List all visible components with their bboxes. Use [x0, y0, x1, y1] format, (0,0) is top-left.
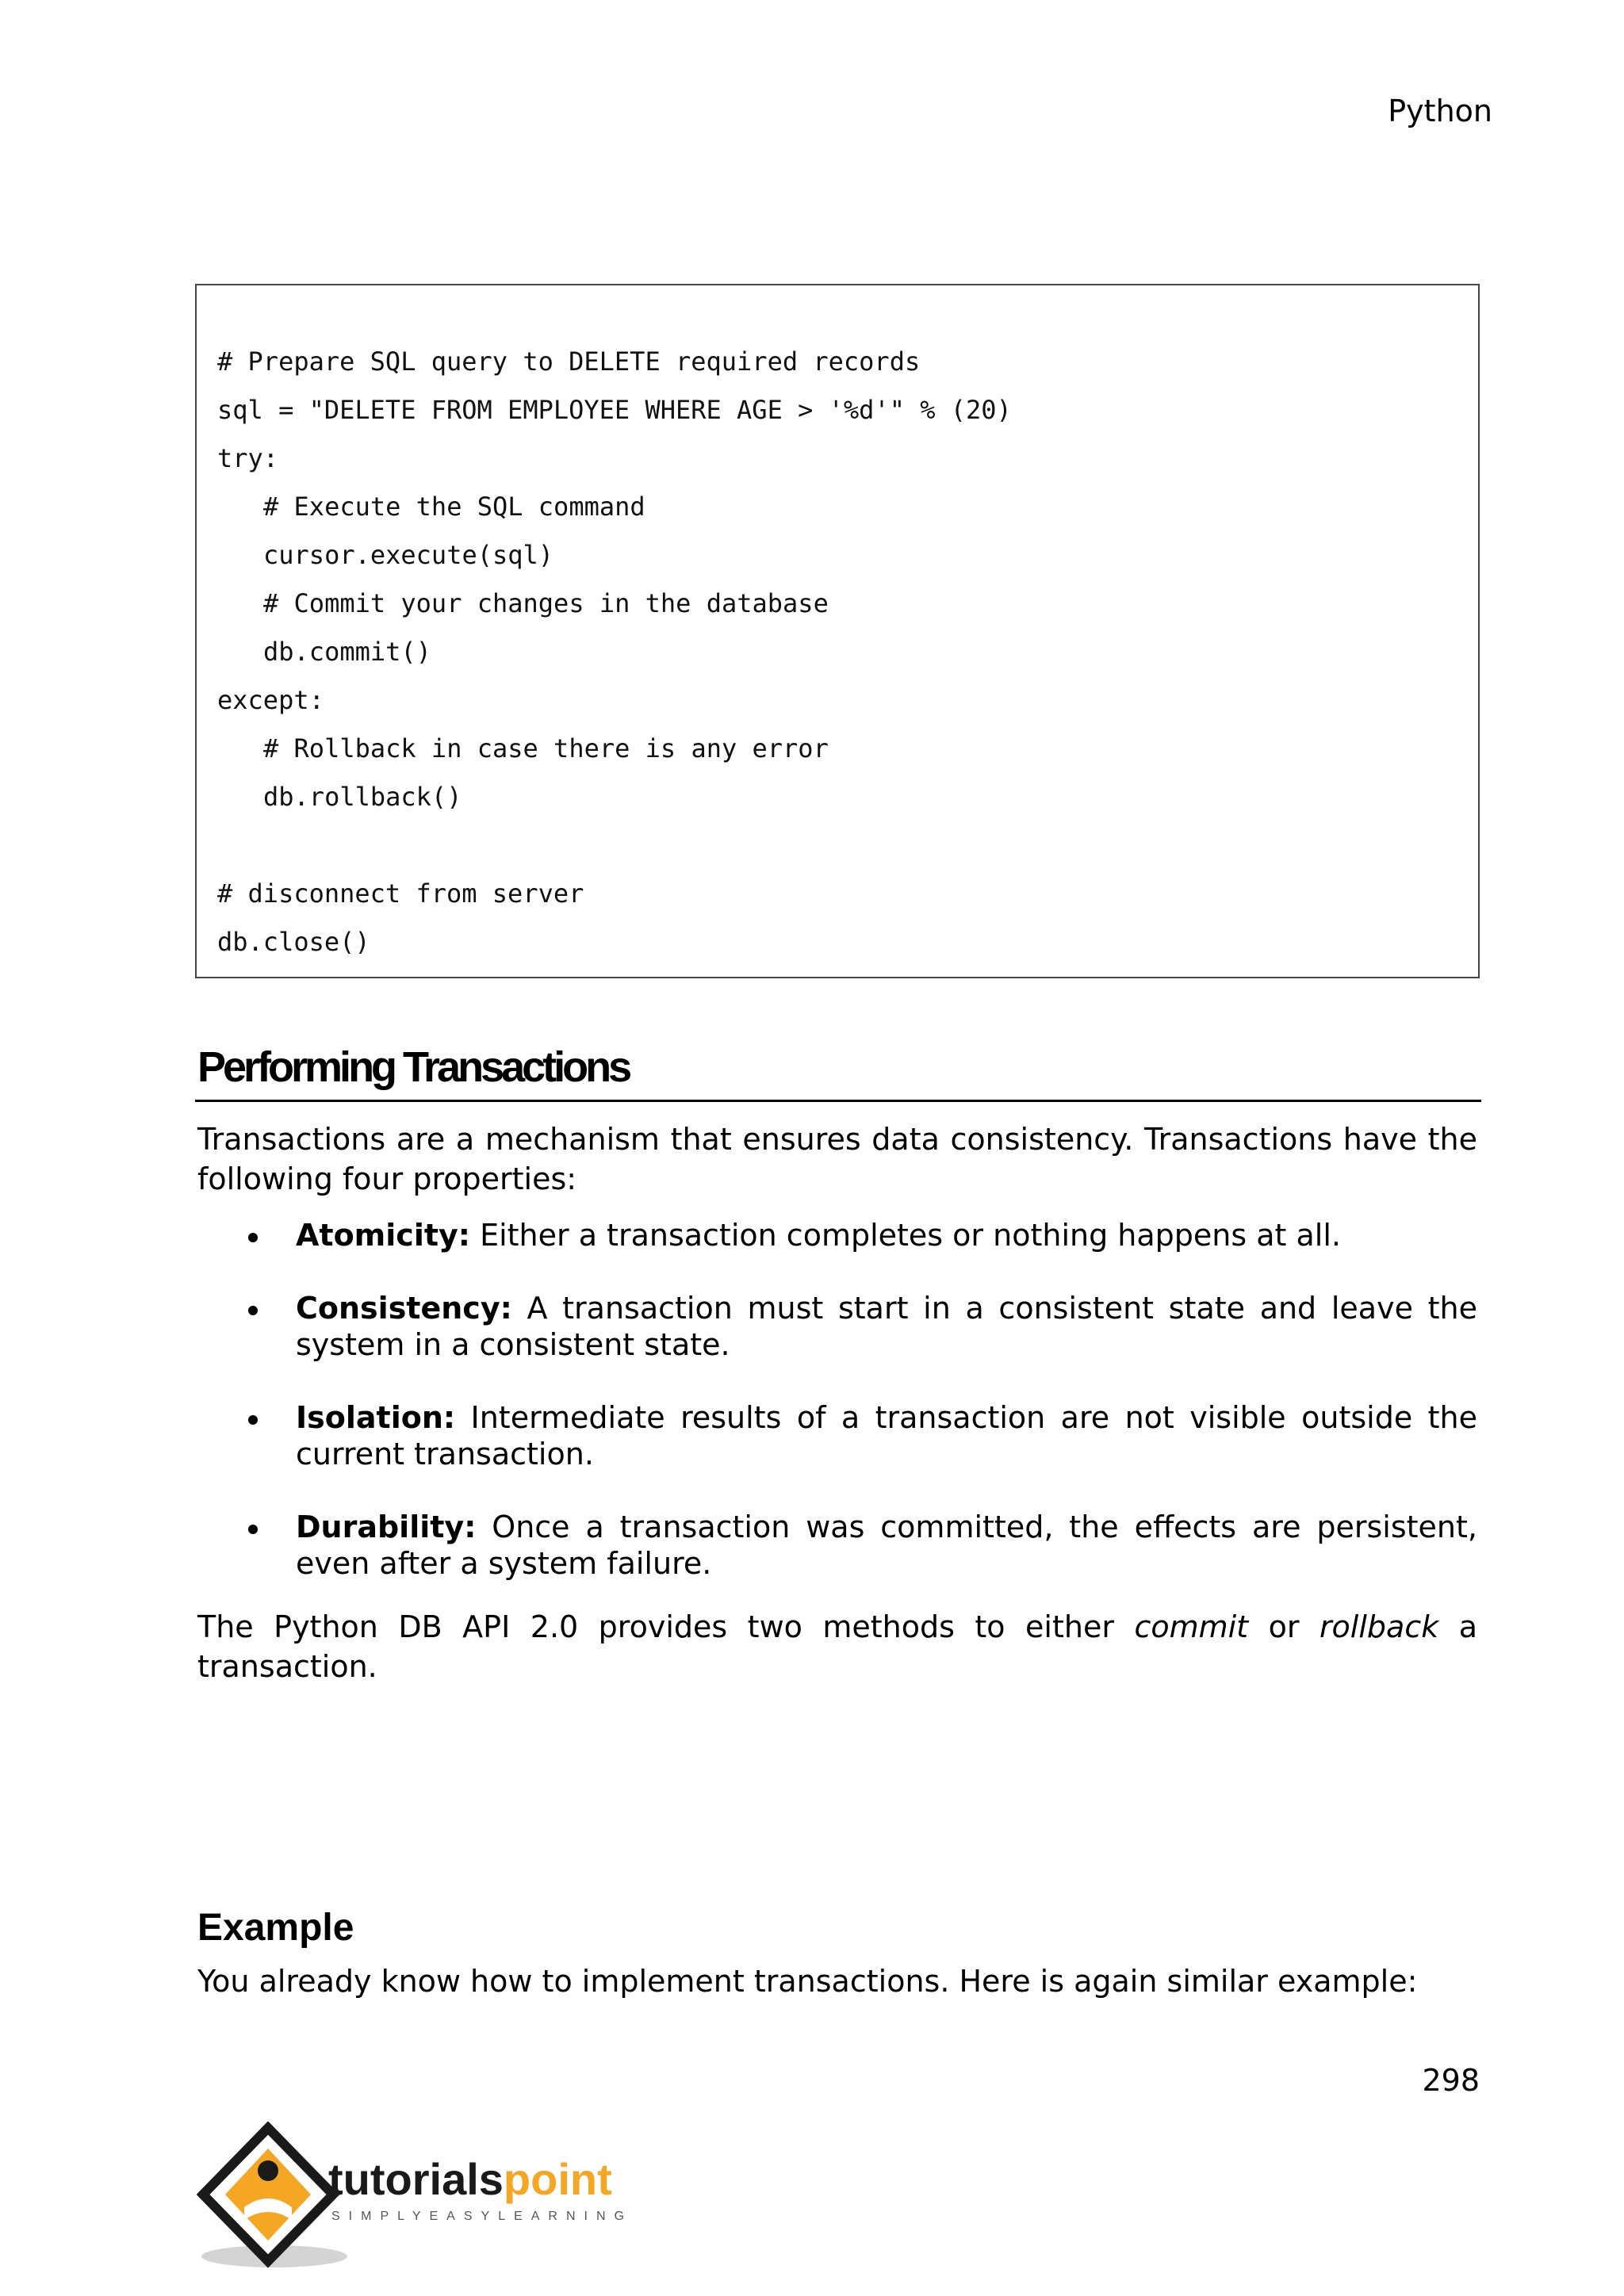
- page-number: 298: [1422, 2063, 1480, 2098]
- logo-tagline: SIMPLYEASYLEARNING: [331, 2210, 633, 2223]
- code-line: # Commit your changes in the database: [263, 588, 829, 618]
- example-paragraph: You already know how to implement transactions. Here is again similar example:: [197, 1964, 1418, 1999]
- list-item: [197, 1290, 1477, 1363]
- code-line: db.commit(): [263, 637, 431, 667]
- logo-wordmark: tutorialspoint: [328, 2154, 612, 2204]
- code-line-blank: [217, 831, 1478, 879]
- property-description: Intermediate results of a transaction are not visible outside the current transaction.: [296, 1400, 1477, 1471]
- code-line: try:: [217, 443, 279, 473]
- property-term: Consistency:: [296, 1291, 512, 1326]
- code-line: except:: [217, 685, 324, 715]
- intro-paragraph: Transactions are a mechanism that ensures data consistency. Transactions have the following four properties:: [197, 1122, 1477, 1196]
- commit-term: commit: [1134, 1609, 1249, 1644]
- closing-text: or: [1248, 1609, 1320, 1644]
- rollback-term: rollback: [1319, 1609, 1439, 1644]
- list-item: [197, 1217, 1477, 1253]
- code-block: [195, 284, 1480, 978]
- example-heading: Example: [197, 1907, 354, 1949]
- property-term: Durability:: [296, 1510, 477, 1544]
- code-line: db.close(): [217, 927, 370, 957]
- list-item: [197, 1509, 1477, 1582]
- section-heading: Performing Transactions: [197, 1043, 630, 1091]
- property-description: A transaction must start in a consistent state and leave the system in a consistent state.: [296, 1291, 1477, 1362]
- properties-list: [197, 1217, 1477, 1582]
- heading-underline: [195, 1100, 1481, 1102]
- tutorialspoint-logo: [195, 2122, 687, 2272]
- running-header: Python: [1388, 94, 1492, 128]
- property-term: Atomicity:: [296, 1218, 470, 1253]
- property-description: Once a transaction was committed, the effects are persistent, even after a system failure.: [296, 1510, 1477, 1581]
- code-line: # Rollback in case there is any error: [263, 733, 829, 763]
- closing-text: a transaction.: [197, 1609, 1478, 1684]
- closing-text: The Python DB API 2.0 provides two methods to either: [197, 1609, 1135, 1644]
- code-line: sql = "DELETE FROM EMPLOYEE WHERE AGE > '%d'" % (20): [217, 395, 1012, 425]
- logo-person-icon: [258, 2160, 278, 2181]
- property-term: Isolation:: [296, 1400, 456, 1435]
- code-line: # disconnect from server: [217, 878, 584, 909]
- closing-paragraph: [197, 1607, 1477, 1686]
- code-line: cursor.execute(sql): [263, 540, 554, 570]
- code-line: # Prepare SQL query to DELETE required records: [217, 346, 921, 377]
- code-line: db.rollback(): [263, 782, 462, 812]
- property-description: Either a transaction completes or nothing happens at all.: [469, 1218, 1341, 1253]
- list-item: [197, 1399, 1477, 1472]
- code-line: # Execute the SQL command: [263, 492, 645, 522]
